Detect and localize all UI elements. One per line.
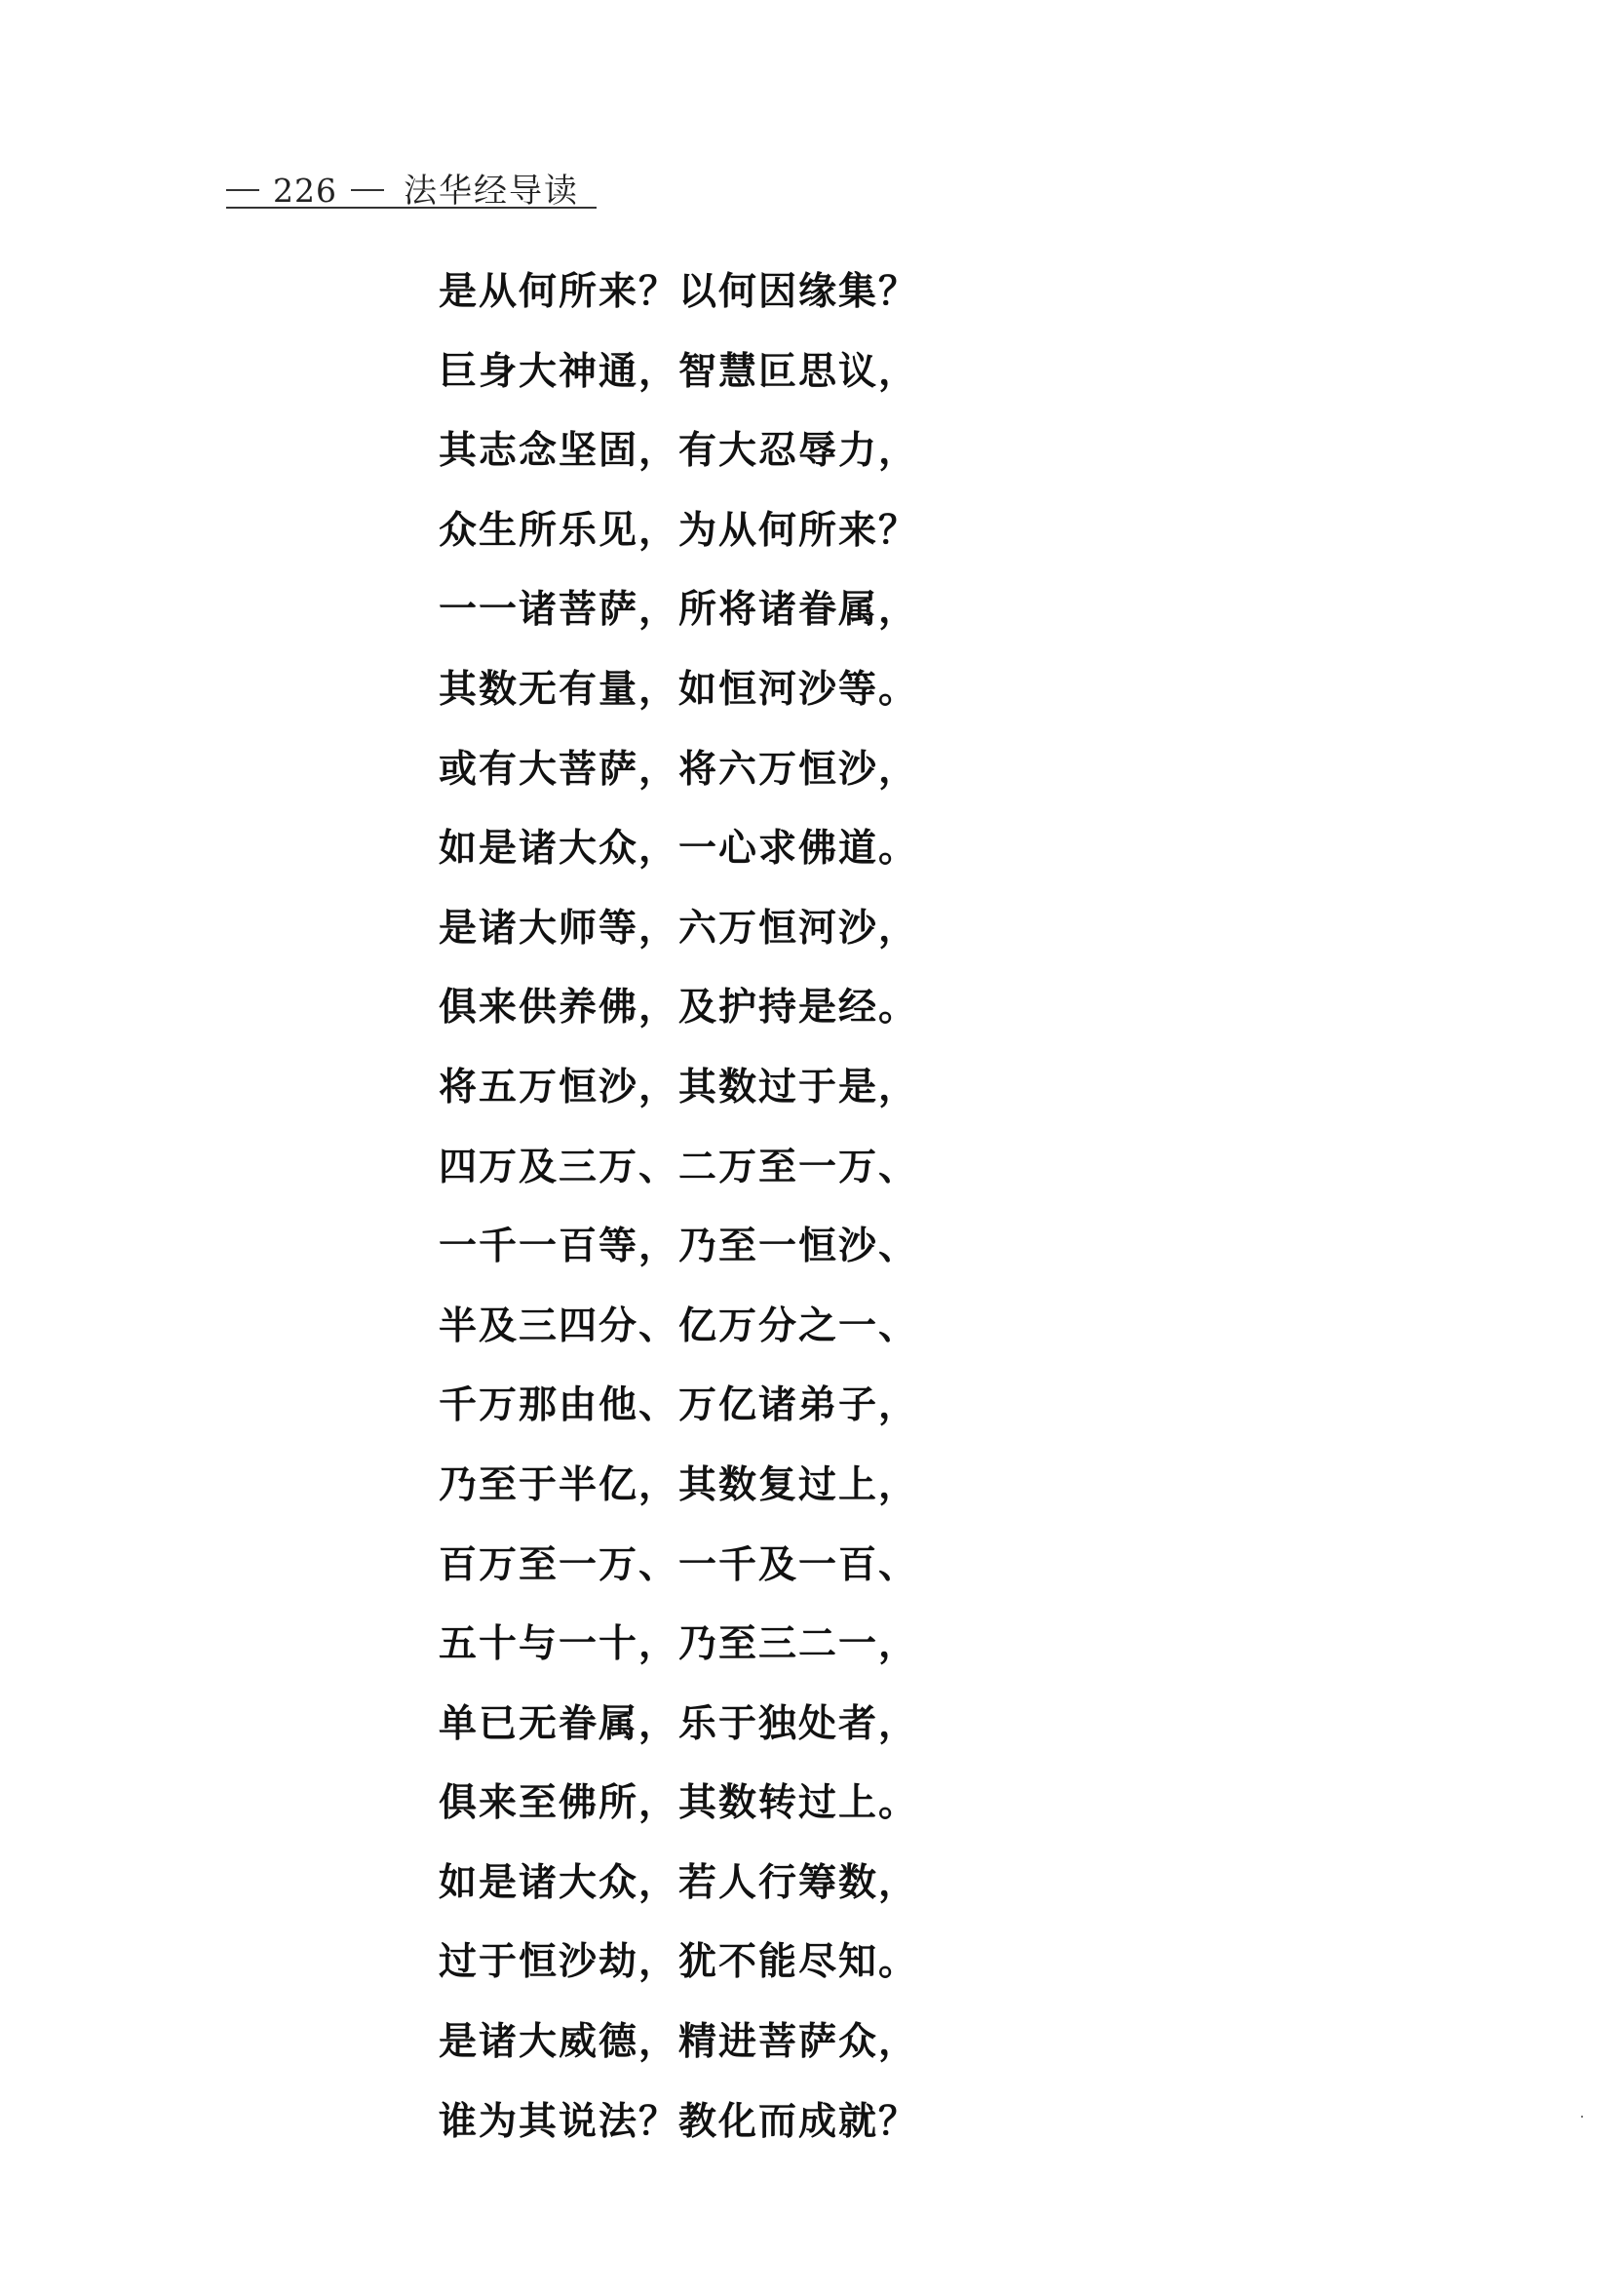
verse-line: 其志念坚固，有大忍辱力， (439, 429, 919, 474)
verse-line: 千万那由他、万亿诸弟子， (439, 1383, 919, 1428)
book-title: 法华经导读 (404, 172, 579, 211)
verse-line: 巨身大神通，智慧叵思议， (439, 349, 919, 394)
verse-line: 将五万恒沙，其数过于是， (439, 1065, 919, 1109)
verse-line: 如是诸大众，一心求佛道。 (439, 827, 919, 872)
verse-block (439, 263, 918, 2172)
running-header (226, 164, 579, 211)
header-dash (351, 189, 384, 191)
verse-line: 或有大菩萨，将六万恒沙， (439, 747, 919, 792)
verse-line: 乃至于半亿，其数复过上， (439, 1462, 919, 1507)
verse-line: 是从何所来？以何因缘集？ (439, 270, 919, 314)
scan-speck (1581, 2116, 1583, 2118)
verse-line: 如是诸大众，若人行筹数， (439, 1860, 919, 1905)
verse-line: 是诸大威德，精进菩萨众， (439, 2020, 919, 2065)
header-dash (226, 189, 259, 191)
verse-line: 半及三四分、亿万分之一、 (439, 1304, 919, 1348)
header-rule (226, 207, 597, 209)
verse-line: 过于恒沙劫，犹不能尽知。 (439, 1940, 919, 1985)
verse-line: 一一诸菩萨，所将诸眷属， (439, 588, 919, 633)
page-number: 226 (273, 172, 337, 210)
verse-line: 谁为其说法？教化而成就？ (439, 2099, 919, 2144)
verse-line: 一千一百等，乃至一恒沙、 (439, 1225, 919, 1269)
verse-line: 五十与一十，乃至三二一， (439, 1622, 919, 1667)
verse-line: 单已无眷属，乐于独处者， (439, 1701, 919, 1746)
verse-line: 俱来至佛所，其数转过上。 (439, 1781, 919, 1826)
verse-line: 四万及三万、二万至一万、 (439, 1145, 919, 1189)
verse-line: 俱来供养佛，及护持是经。 (439, 986, 919, 1031)
verse-line: 其数无有量，如恒河沙等。 (439, 667, 919, 712)
verse-line: 是诸大师等，六万恒河沙， (439, 906, 919, 951)
verse-line: 百万至一万、一千及一百、 (439, 1542, 919, 1587)
verse-line: 众生所乐见，为从何所来？ (439, 508, 919, 553)
